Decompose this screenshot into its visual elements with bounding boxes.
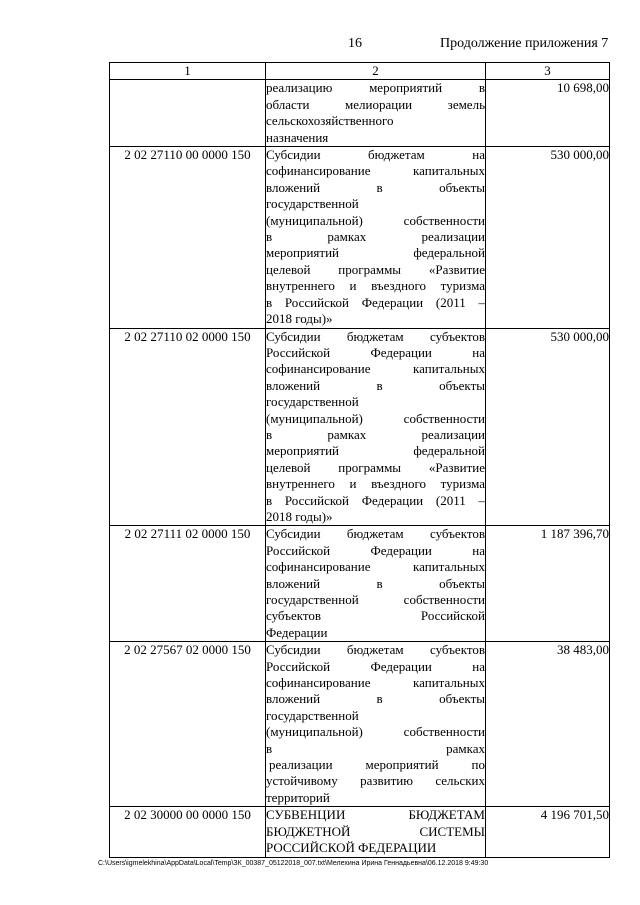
description-line: Субсидии бюджетам субъектов <box>266 642 485 658</box>
description-line: внутреннего и въездного туризма <box>266 278 485 294</box>
classification-code: 2 02 27567 02 0000 150 <box>110 642 266 807</box>
income-description <box>266 526 486 642</box>
description-line: софинансирование капитальных <box>266 163 485 179</box>
description-line: Российской Федерации на <box>266 344 485 360</box>
description-line: вложений в объекты <box>266 179 485 195</box>
description-line: мероприятий федеральной <box>266 443 485 459</box>
description-line: софинансирование капитальных <box>266 559 485 575</box>
table-body <box>110 80 610 857</box>
description-line: в рамках реализации <box>266 426 485 442</box>
amount-value: 530 000,00 <box>486 147 610 328</box>
description-line: 2018 годы)» <box>266 311 333 327</box>
amount-value: 4 196 701,50 <box>486 807 610 857</box>
description-line: Субсидии бюджетам на <box>266 147 485 163</box>
description-line: вложений в объекты <box>266 691 485 707</box>
column-header: 2 <box>266 63 486 80</box>
description-line: РОССИЙСКОЙ ФЕДЕРАЦИИ <box>266 840 437 856</box>
continuation-note: Продолжение приложения 7 <box>440 36 609 51</box>
column-header: 3 <box>486 63 610 80</box>
income-description <box>266 642 486 807</box>
description-line: назначения <box>266 129 329 145</box>
table-row <box>110 807 610 857</box>
description-line: внутреннего и въездного туризма <box>266 476 485 492</box>
description-line: вложений в объекты <box>266 575 485 591</box>
amount-value: 1 187 396,70 <box>486 526 610 642</box>
page-number: 16 <box>348 36 362 51</box>
income-description <box>266 147 486 328</box>
table-row <box>110 328 610 526</box>
classification-code <box>110 80 266 147</box>
description-line: (муниципальной) собственности <box>266 212 485 228</box>
description-line: государственной <box>266 394 359 410</box>
description-line: софинансирование капитальных <box>266 675 485 691</box>
description-line: устойчивому развитию сельских <box>266 773 485 789</box>
description-line: территорий <box>266 789 330 805</box>
description-line: мероприятий федеральной <box>266 245 485 261</box>
description-line: БЮДЖЕТНОЙ СИСТЕМЫ <box>266 823 485 839</box>
classification-code: 2 02 27110 00 0000 150 <box>110 147 266 328</box>
description-line: реализацию мероприятий в <box>266 80 485 96</box>
classification-code: 2 02 30000 00 0000 150 <box>110 807 266 857</box>
description-line: сельскохозяйственного <box>266 113 394 129</box>
description-line: в рамках <box>266 740 485 756</box>
description-line: 2018 годы)» <box>266 508 333 524</box>
description-line: (муниципальной) собственности <box>266 724 485 740</box>
description-line: Федерации <box>266 624 328 640</box>
description-line: реализации мероприятий по <box>269 757 485 773</box>
file-path-footer: C:\Users\igmelekhina\AppData\Local\Temp\ЗК_00387_05122018_007.txt\Мелехина Ирина Геннадьевна\06.12.2018 9:49:30 <box>98 860 489 867</box>
table-row <box>110 642 610 807</box>
description-line: в Российской Федерации (2011 – <box>266 492 485 508</box>
description-line: Российской Федерации на <box>266 542 485 558</box>
description-line: государственной <box>266 707 359 723</box>
description-line: Субсидии бюджетам субъектов <box>266 328 485 344</box>
description-line: Субсидии бюджетам субъектов <box>266 526 485 542</box>
table-row <box>110 147 610 328</box>
description-line: области мелиорации земель <box>266 96 485 112</box>
description-line: Российской Федерации на <box>266 658 485 674</box>
description-line: в Российской Федерации (2011 – <box>266 294 485 310</box>
description-line: СУБВЕНЦИИ БЮДЖЕТАМ <box>266 807 485 823</box>
description-line: целевой программы «Развитие <box>266 261 485 277</box>
description-line: (муниципальной) собственности <box>266 410 485 426</box>
description-line: в рамках реализации <box>266 229 485 245</box>
description-line: целевой программы «Развитие <box>266 459 485 475</box>
income-description <box>266 328 486 526</box>
description-line: софинансирование капитальных <box>266 361 485 377</box>
description-line: государственной собственности <box>266 592 485 607</box>
amount-value: 530 000,00 <box>486 328 610 526</box>
budget-table <box>109 62 610 858</box>
description-line: государственной <box>266 196 359 212</box>
column-number-row <box>110 63 610 80</box>
table-row <box>110 526 610 642</box>
column-header: 1 <box>110 63 266 80</box>
description-line: вложений в объекты <box>266 377 485 393</box>
income-description <box>266 80 486 147</box>
amount-value: 10 698,00 <box>486 80 610 147</box>
classification-code: 2 02 27111 02 0000 150 <box>110 526 266 642</box>
classification-code: 2 02 27110 02 0000 150 <box>110 328 266 526</box>
income-description <box>266 807 486 857</box>
amount-value: 38 483,00 <box>486 642 610 807</box>
description-line: субъектов Российской <box>266 608 485 624</box>
table-row <box>110 80 610 147</box>
